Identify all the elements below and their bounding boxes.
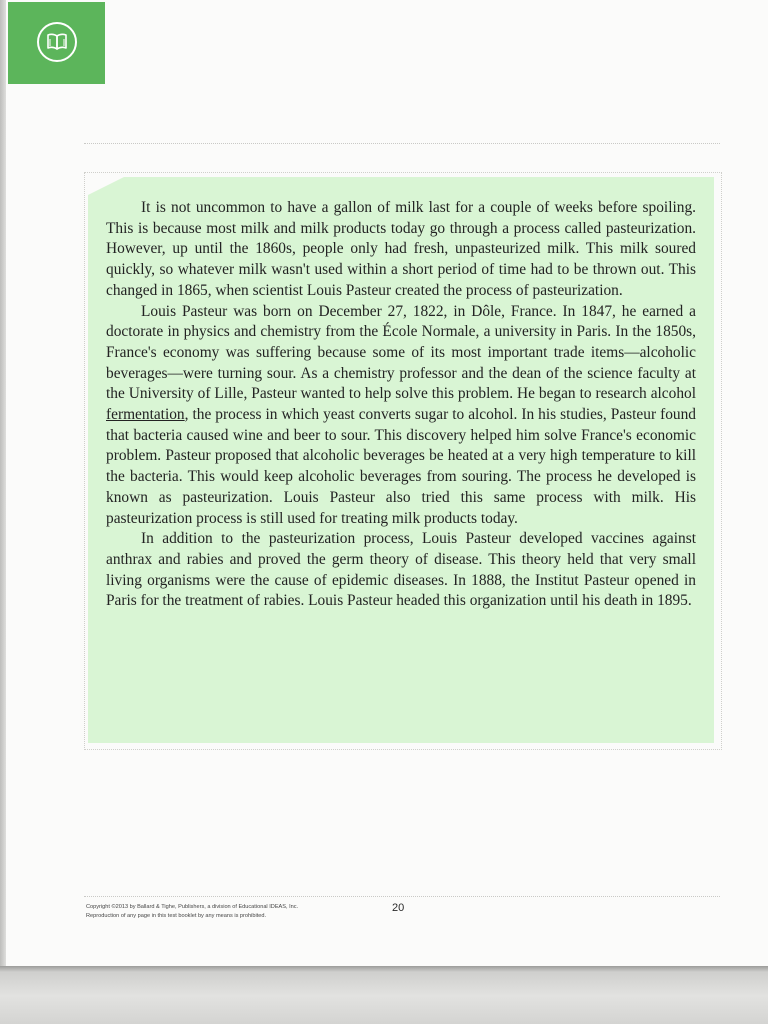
top-divider [84,143,720,144]
passage-folded-corner [88,177,124,195]
footer-divider [84,896,720,897]
footer-copyright [86,903,298,921]
open-book-icon [46,32,68,52]
reading-passage [88,177,714,743]
badge-circle [37,22,77,62]
copyright-line: Copyright ©2013 by Ballard & Tighe, Publishers, a division of Educational IDEAS, Inc. [86,904,299,910]
scan-bottom-edge [0,966,768,1024]
reproduction-notice: Reproduction of any page in this test booklet by any means is prohibited. [86,913,267,919]
paragraph-2-part-1: Louis Pasteur was born on December 27, 1822, in Dôle, France. In 1847, he earned a doctorate in physics and chemistry from the École Normale, a university in Paris. In the 1850s, France's economy was suffering because some of its most important trade items—alcoholic beverages—were turning sour. As a chemistry professor and the dean of the science faculty at the University of Lille, Pasteur wanted to help solve this problem. He began to research alcohol [106,302,696,403]
paragraph-3: In addition to the pasteurization process, Louis Pasteur developed vaccines against anthrax and rabies and proved the germ theory of disease. This theory held that very small living organisms were the cause of epidemic diseases. In 1888, the Institut Pasteur opened in Paris for the treatment of rabies. Louis Pasteur headed this organization until his death in 1895. [106,530,696,610]
vocabulary-word-fermentation: fermentation [106,406,185,424]
paragraph-1: It is not uncommon to have a gallon of milk last for a couple of weeks before spoiling. This is because most milk and milk products today go through a process called pasteurization. However, up until the 1860s, people only had fresh, unpasteurized milk. This milk soured quickly, so whatever milk wasn't used within a short period of time had to be thrown out. This changed in 1865, when scientist Louis Pasteur created the process of pasteurization. [106,199,696,299]
page-number: 20 [392,902,405,914]
passage-text [106,198,696,612]
paragraph-2 [106,302,696,530]
paragraph-2-part-2: , the process in which yeast converts sugar to alcohol. In his studies, Pasteur found that bacteria caused wine and beer to sour. This discovery helped him solve France's economic problem. Pasteur proposed that alcoholic beverages be heated at a very high temperature to kill the bacteria. This would keep alcoholic beverages from souring. The process he developed is known as pasteurization. Louis Pasteur also tried this same process with milk. His pasteurization process is still used for treating milk products today. [106,406,696,527]
reading-section-badge [8,2,105,84]
